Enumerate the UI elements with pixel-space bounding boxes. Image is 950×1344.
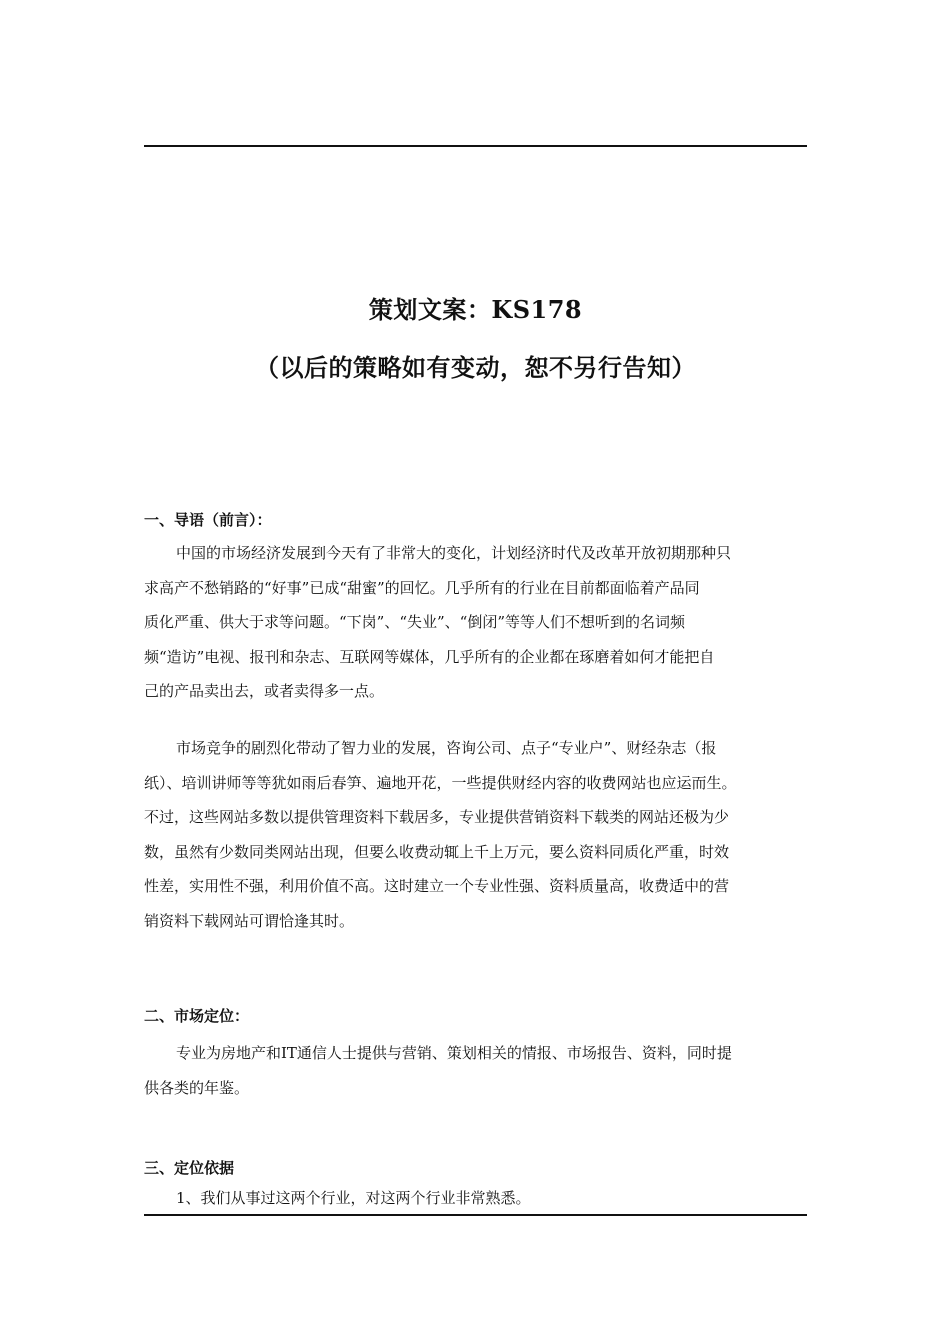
paragraph-line: 供各类的年鉴。 [144,1078,250,1097]
header-rule [144,145,807,147]
paragraph-line: 性差，实用性不强，利用价值不高。这时建立一个专业性强、资料质量高，收费适中的营 [144,877,730,896]
paragraph-line: 不过，这些网站多数以提供管理资料下载居多，专业提供营销资料下载类的网站还极为少 [144,808,730,827]
paragraph-line: 市场竞争的剧烈化带动了智力业的发展，咨询公司、点子“专业户”、财经杂志（报 [176,739,717,757]
paragraph-line: 纸）、培训讲师等等犹如雨后春笋、遍地开花，一些提供财经内容的收费网站也应运而生。 [144,773,737,792]
paragraph-line: 中国的市场经济发展到今天有了非常大的变化，计划经济时代及改革开放初期那种只 [176,544,732,562]
paragraph-line: 专业为房地产和IT通信人士提供与营销、策划相关的情报、市场报告、资料，同时提 [176,1044,732,1062]
footer-rule [144,1214,807,1216]
section-heading-positioning-basis: 三、定位依据 [144,1159,235,1177]
paragraph-line: 1、我们从事过这两个行业，对这两个行业非常熟悉。 [176,1189,531,1207]
paragraph-positioning-basis [144,1187,807,1209]
section-heading-introduction: 一、导语（前言）： [144,511,272,529]
paragraph-line: 质化严重、供大于求等问题。“下岗”、“失业”、“倒闭”等等人们不想听到的名词频 [144,613,686,632]
document-title: 策划文案：KS178 [368,295,583,324]
document-subtitle: （以后的策略如有变动，恕不另行告知） [255,353,696,382]
paragraph-introduction-2 [144,731,807,939]
paragraph-line: 求高产不愁销路的“好事”已成“甜蜜”的回忆。几乎所有的行业在目前都面临着产品同 [144,578,700,597]
paragraph-line: 己的产品卖出去，或者卖得多一点。 [144,682,385,701]
paragraph-line: 数，虽然有少数同类网站出现，但要么收费动辄上千上万元，要么资料同质化严重，时效 [144,842,730,861]
paragraph-line: 频“造访”电视、报刊和杂志、互联网等媒体，几乎所有的企业都在琢磨着如何才能把自 [144,647,715,666]
paragraph-introduction-1 [144,536,807,709]
paragraph-market-positioning [144,1036,807,1105]
paragraph-line: 销资料下载网站可谓恰逢其时。 [144,911,355,930]
section-heading-market-positioning: 二、市场定位： [144,1007,250,1025]
